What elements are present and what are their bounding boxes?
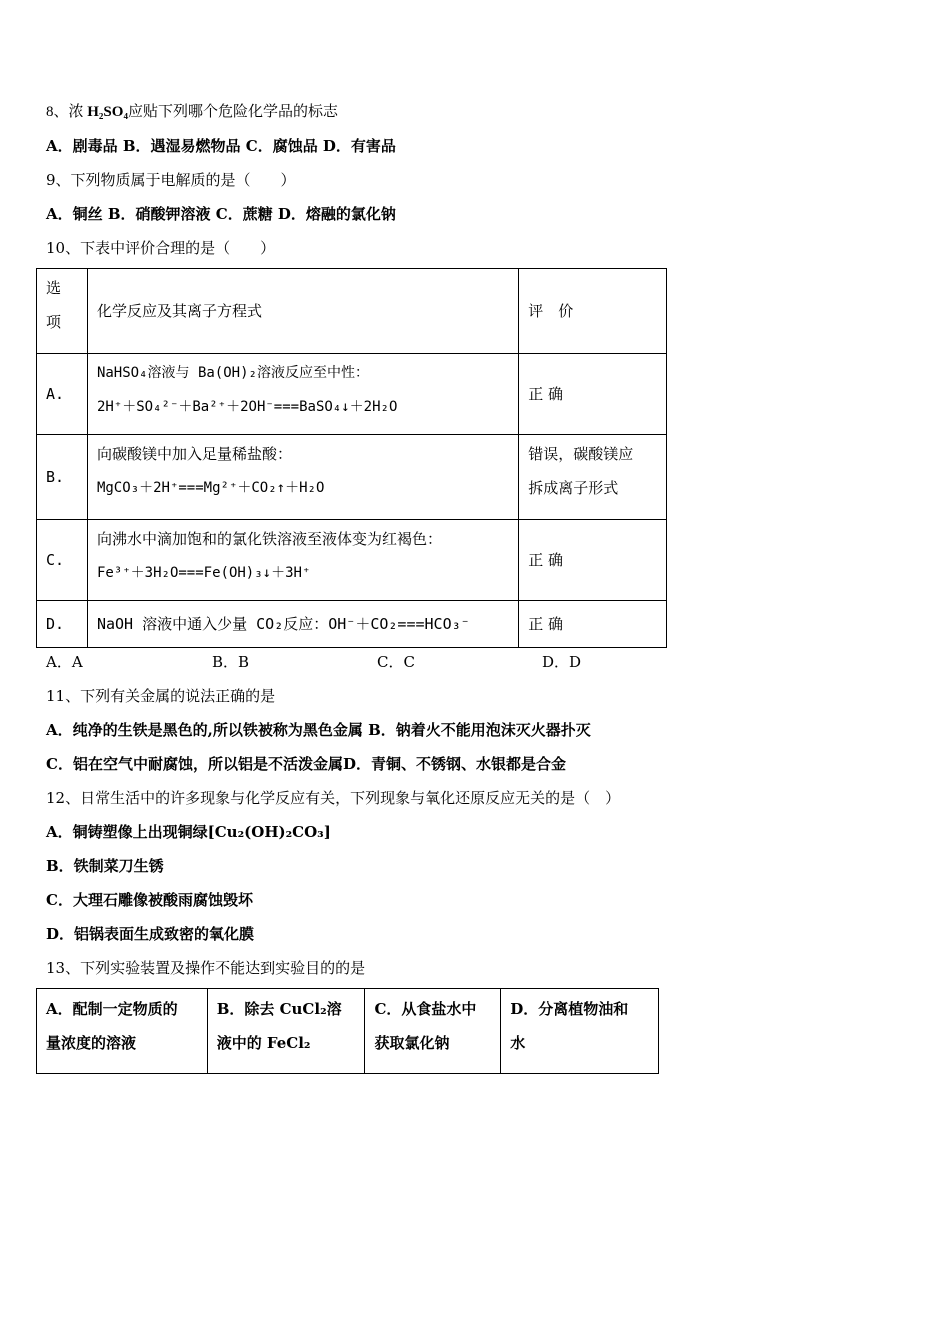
q10-answer-d bbox=[542, 652, 581, 672]
table-row bbox=[37, 520, 667, 601]
q13-cell-a-line1: A．配制一定物质的 bbox=[46, 1000, 178, 1018]
row-equation: MgCO₃＋2H⁺===Mg²⁺＋CO₂↑＋H₂O bbox=[96, 480, 325, 496]
row-eval: 正 确 bbox=[519, 354, 667, 435]
row-equation: 2H⁺＋SO₄²⁻＋Ba²⁺＋2OH⁻===BaSO₄↓＋2H₂O bbox=[96, 399, 398, 415]
row-eval: 正 确 bbox=[519, 601, 667, 648]
q10-answer-c bbox=[377, 652, 415, 672]
row-eval-line2: 拆成离子形式 bbox=[528, 479, 619, 497]
q10-answer-d-text: D．D bbox=[542, 653, 582, 671]
q13-cell-a bbox=[37, 989, 208, 1074]
header-option-line1: 选 bbox=[46, 279, 62, 297]
row-eval: 正 确 bbox=[519, 520, 667, 601]
q13-cell-b bbox=[207, 989, 365, 1074]
q10-table bbox=[36, 268, 667, 648]
q10-answer-a bbox=[46, 652, 83, 672]
q11-stem: 11、下列有关金属的说法正确的是 bbox=[46, 687, 276, 705]
header-evaluation: 评 价 bbox=[519, 269, 667, 354]
q10-answer-b-text: B．B bbox=[212, 653, 250, 671]
q10-table-header bbox=[37, 269, 667, 354]
q9-stem: 9、下列物质属于电解质的是（ ） bbox=[46, 171, 296, 189]
q10-answer-b bbox=[212, 652, 249, 672]
q12-stem: 12、日常生活中的许多现象与化学反应有关，下列现象与氧化还原反应无关的是（ ） bbox=[46, 789, 621, 807]
q11-options-line1: A．纯净的生铁是黑色的,所以铁被称为黑色金属 B．钠着火不能用泡沫灭火器扑灭 bbox=[46, 721, 591, 739]
q13-stem: 13、下列实验装置及操作不能达到实验目的的是 bbox=[46, 959, 366, 977]
q8-options: A．剧毒品 B．遇湿易燃物品 C．腐蚀品 D．有害品 bbox=[46, 137, 396, 155]
row-label: B. bbox=[37, 435, 88, 520]
q13-cell-b-line1: B．除去 CuCl₂溶 bbox=[216, 1000, 342, 1018]
table-row bbox=[37, 435, 667, 520]
q8-stem bbox=[46, 102, 338, 122]
q10-stem: 10、下表中评价合理的是（ ） bbox=[46, 239, 276, 257]
q11-options-line2: C．铝在空气中耐腐蚀，所以铝是不活泼金属D．青铜、不锈钢、水银都是合金 bbox=[46, 755, 566, 773]
row-eval: 错误，碳酸镁应 bbox=[528, 445, 634, 463]
q12-option-b: B．铁制菜刀生锈 bbox=[46, 857, 164, 875]
header-option bbox=[37, 269, 88, 354]
q13-cell-a-line2: 量浓度的溶液 bbox=[46, 1034, 137, 1052]
row-label: A. bbox=[37, 354, 88, 435]
row-label: D. bbox=[37, 601, 88, 648]
q13-cell-d bbox=[501, 989, 659, 1074]
q13-table bbox=[36, 988, 659, 1074]
row-desc: NaHSO₄溶液与 Ba(OH)₂溶液反应至中性： bbox=[96, 365, 369, 381]
row-desc: 向碳酸镁中加入足量稀盐酸： bbox=[96, 445, 292, 463]
q8-stem-suffix: 应贴下列哪个危险化学品的标志 bbox=[127, 104, 338, 120]
q9-options: A．铜丝 B．硝酸钾溶液 C．蔗糖 D．熔融的氯化钠 bbox=[46, 205, 396, 223]
row-desc: 向沸水中滴加饱和的氯化铁溶液至液体变为红褐色： bbox=[96, 530, 442, 548]
q13-row bbox=[37, 989, 659, 1074]
q13-cell-d-line2: 水 bbox=[510, 1034, 526, 1052]
q13-cell-d-line1: D．分离植物油和 bbox=[510, 1000, 629, 1018]
q13-cell-c-line1: C．从食盐水中 bbox=[374, 1000, 477, 1018]
header-option-line2: 项 bbox=[46, 313, 62, 331]
q12-option-c: C．大理石雕像被酸雨腐蚀毁坏 bbox=[46, 891, 253, 909]
q8-stem-prefix: 8、浓 bbox=[46, 104, 88, 120]
q13-cell-c-line2: 获取氯化钠 bbox=[374, 1034, 450, 1052]
q13-cell-b-line2: 液中的 FeCl₂ bbox=[216, 1034, 311, 1052]
q10-answer-c-text: C．C bbox=[377, 653, 415, 671]
q10-answer-a-text: A．A bbox=[46, 653, 83, 671]
q12-option-a: A．铜铸塑像上出现铜绿[Cu₂(OH)₂CO₃] bbox=[46, 823, 331, 841]
q12-option-d: D．铝锅表面生成致密的氧化膜 bbox=[46, 925, 255, 943]
table-row bbox=[37, 354, 667, 435]
table-row bbox=[37, 601, 667, 648]
q8-stem-formula: H₂SO₄ bbox=[87, 104, 128, 120]
q13-cell-c bbox=[365, 989, 501, 1074]
row-desc: NaOH 溶液中通入少量 CO₂反应：OH⁻＋CO₂===HCO₃⁻ bbox=[87, 601, 518, 648]
row-label: C. bbox=[37, 520, 88, 601]
row-equation: Fe³⁺＋3H₂O===Fe(OH)₃↓＋3H⁺ bbox=[96, 565, 311, 581]
header-equation: 化学反应及其离子方程式 bbox=[87, 269, 518, 354]
